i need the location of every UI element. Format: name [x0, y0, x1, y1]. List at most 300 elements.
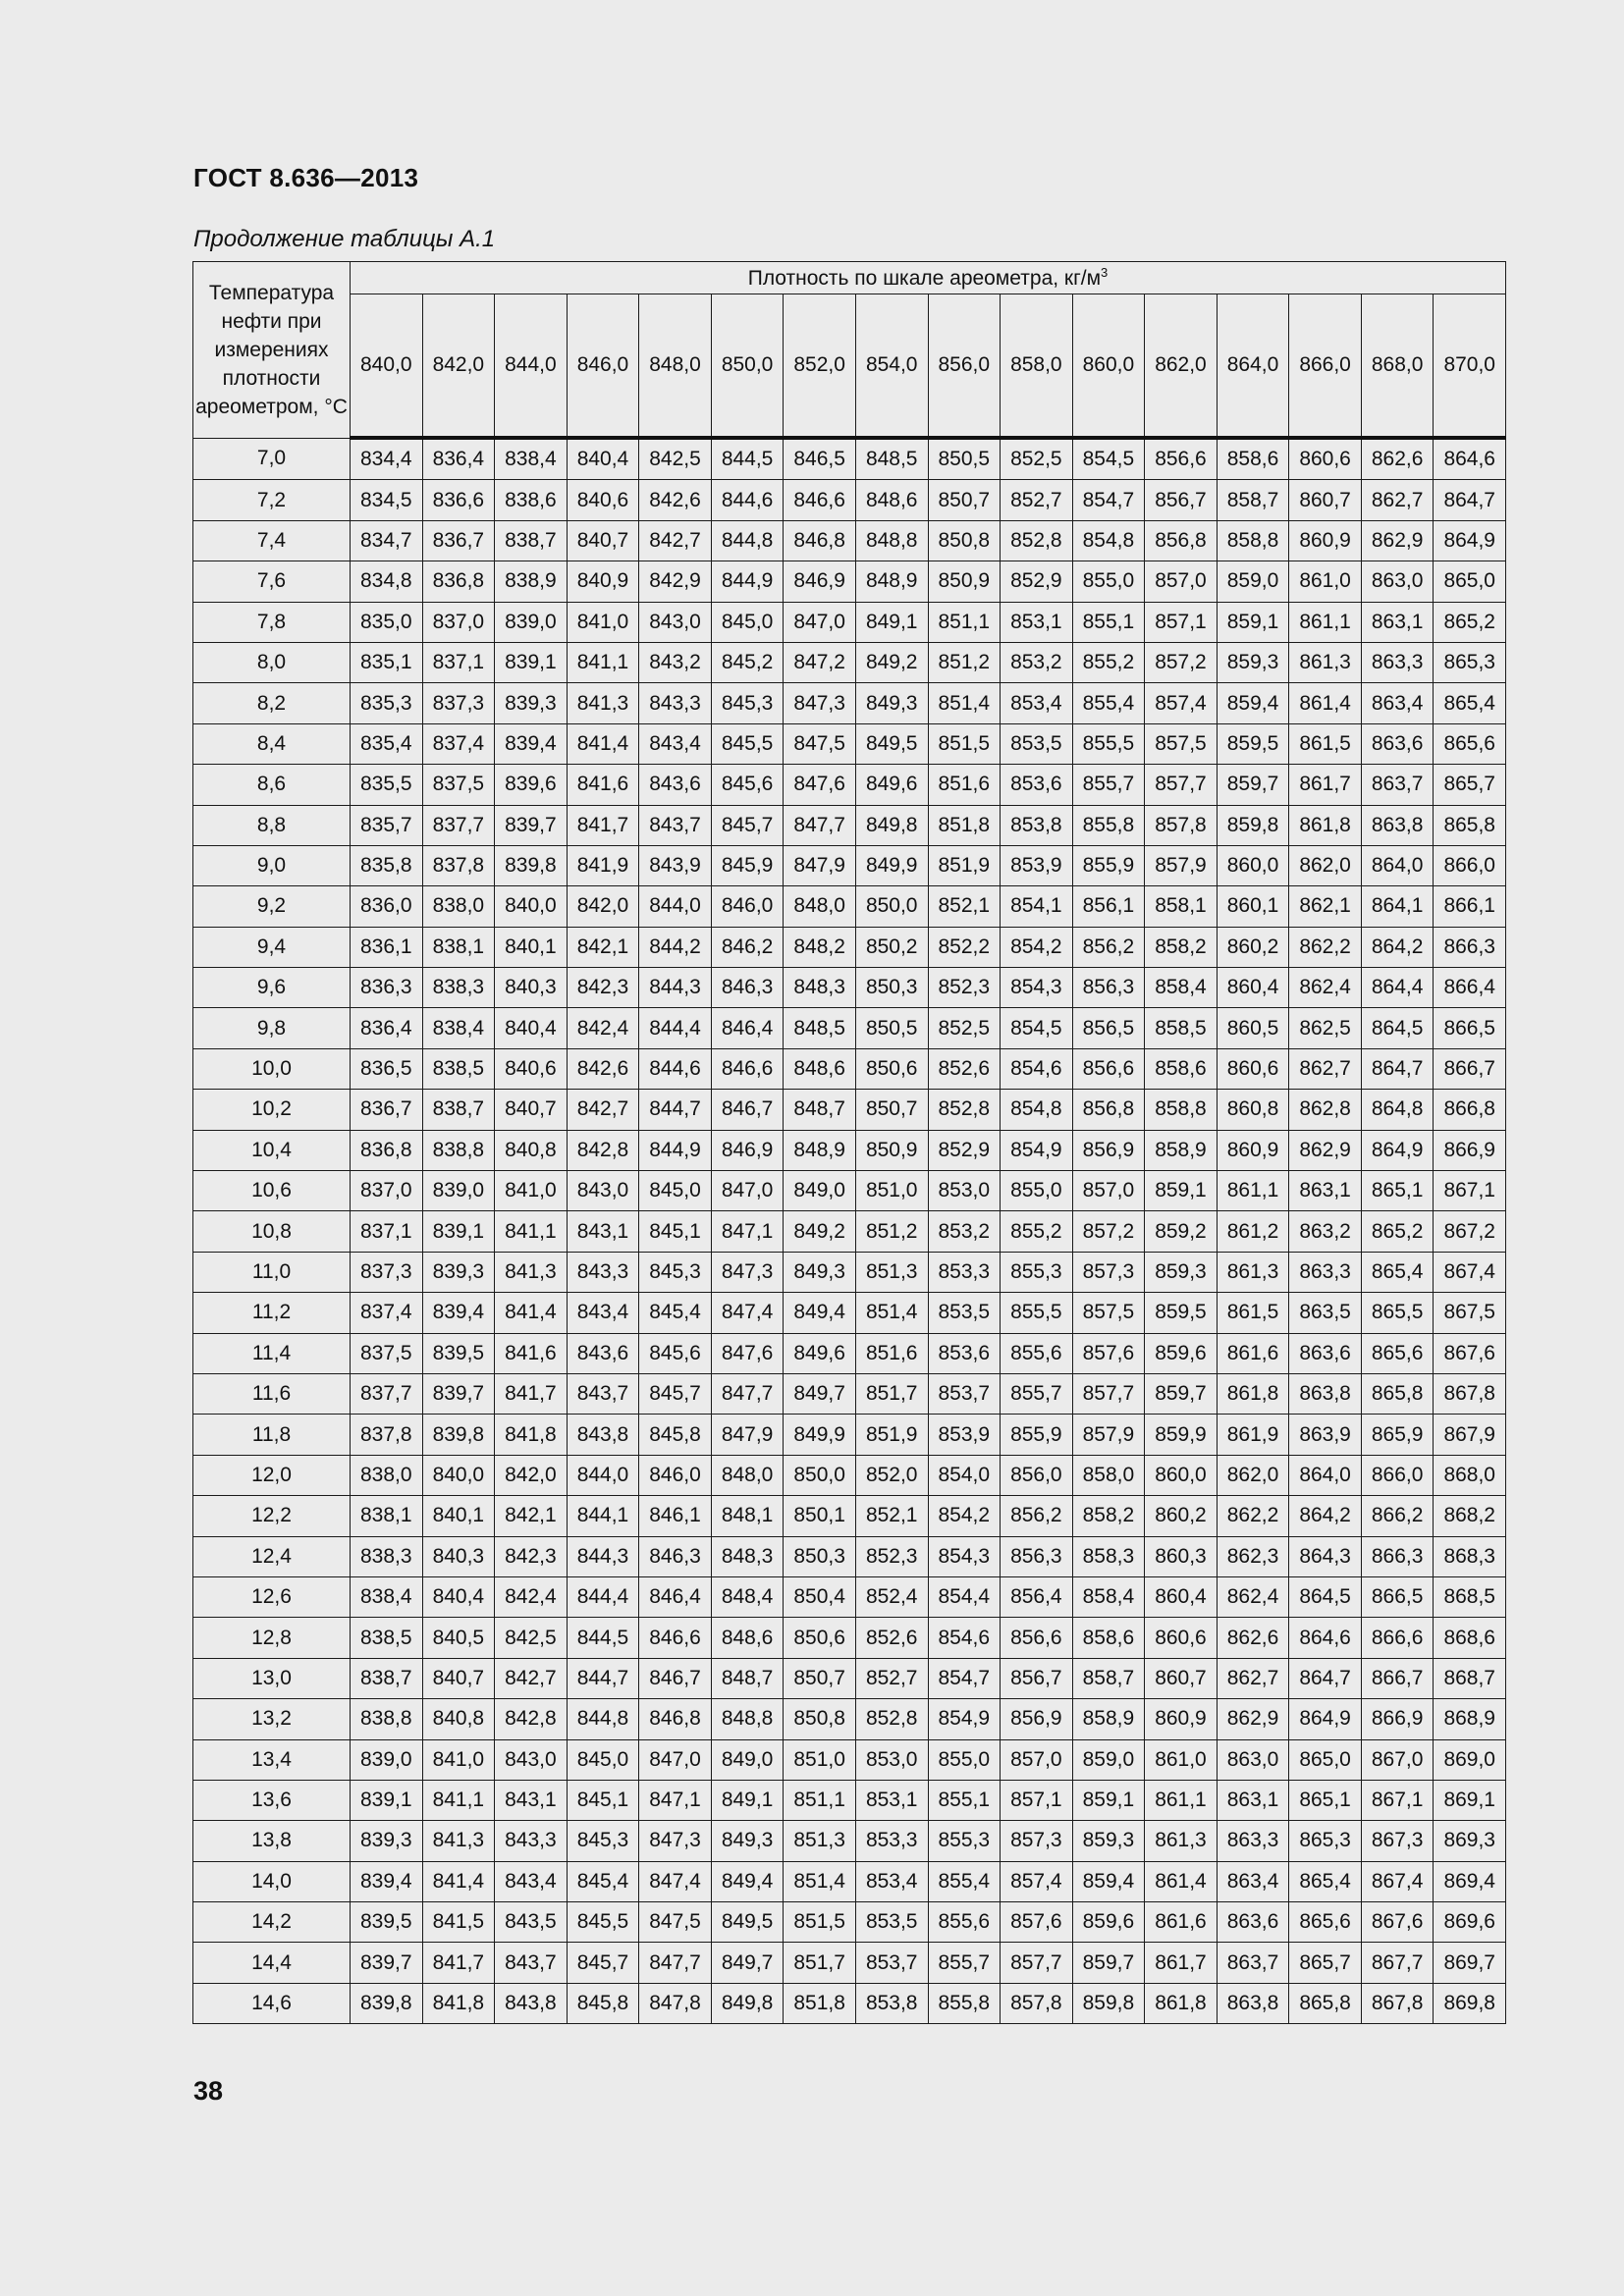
density-cell: 862,2 [1217, 1496, 1289, 1536]
density-cell: 867,4 [1361, 1861, 1434, 1901]
density-cell: 843,5 [495, 1902, 568, 1943]
density-cell: 837,4 [351, 1293, 423, 1333]
density-cell: 853,9 [1001, 845, 1073, 885]
density-cell: 847,3 [784, 683, 856, 723]
density-cell: 848,3 [784, 968, 856, 1008]
density-cell: 849,9 [784, 1415, 856, 1455]
density-cell: 860,7 [1289, 480, 1362, 520]
density-cell: 867,1 [1361, 1780, 1434, 1820]
density-cell: 841,3 [422, 1821, 495, 1861]
density-cell: 839,1 [495, 642, 568, 682]
density-cell: 861,1 [1289, 602, 1362, 642]
density-cell: 842,9 [639, 561, 712, 602]
density-cell: 848,2 [784, 927, 856, 967]
density-cell: 851,3 [784, 1821, 856, 1861]
density-cell: 840,4 [567, 438, 639, 480]
density-cell: 838,8 [422, 1130, 495, 1170]
density-cell: 844,0 [567, 1455, 639, 1495]
density-cell: 840,6 [567, 480, 639, 520]
density-cell: 842,3 [567, 968, 639, 1008]
table-row [193, 1536, 1506, 1576]
density-cell: 859,3 [1072, 1821, 1145, 1861]
density-cell: 842,8 [495, 1699, 568, 1739]
density-cell: 858,4 [1072, 1576, 1145, 1617]
density-cell: 835,0 [351, 602, 423, 642]
density-cell: 835,8 [351, 845, 423, 885]
density-cell: 858,8 [1217, 520, 1289, 561]
density-column-header: 858,0 [1001, 294, 1073, 439]
density-cell: 843,4 [639, 723, 712, 764]
density-cell: 839,1 [422, 1211, 495, 1252]
density-cell: 859,2 [1145, 1211, 1218, 1252]
density-cell: 843,7 [567, 1373, 639, 1414]
table-row [193, 1373, 1506, 1414]
density-cell: 848,6 [711, 1618, 784, 1658]
density-cell: 840,3 [495, 968, 568, 1008]
density-cell: 857,7 [1145, 765, 1218, 805]
density-cell: 844,7 [639, 1090, 712, 1130]
density-cell: 834,7 [351, 520, 423, 561]
density-cell: 859,3 [1217, 642, 1289, 682]
density-cell: 840,4 [422, 1576, 495, 1617]
density-cell: 846,4 [711, 1008, 784, 1048]
density-cell: 861,0 [1289, 561, 1362, 602]
density-cell: 853,0 [928, 1171, 1001, 1211]
temperature-cell: 12,0 [193, 1455, 351, 1495]
density-cell: 847,3 [639, 1821, 712, 1861]
density-cell: 857,1 [1145, 602, 1218, 642]
density-cell: 856,2 [1072, 927, 1145, 967]
density-cell: 843,3 [495, 1821, 568, 1861]
density-cell: 855,6 [1001, 1333, 1073, 1373]
density-cell: 837,1 [351, 1211, 423, 1252]
density-cell: 855,9 [1001, 1415, 1073, 1455]
density-cell: 856,7 [1145, 480, 1218, 520]
density-cell: 839,0 [351, 1739, 423, 1780]
density-cell: 855,7 [928, 1943, 1001, 1983]
density-cell: 849,3 [855, 683, 928, 723]
density-cell: 856,3 [1001, 1536, 1073, 1576]
density-cell: 851,7 [855, 1373, 928, 1414]
density-cell: 861,4 [1145, 1861, 1218, 1901]
density-cell: 835,5 [351, 765, 423, 805]
density-cell: 859,7 [1072, 1943, 1145, 1983]
density-cell: 857,2 [1072, 1211, 1145, 1252]
density-cell: 851,0 [784, 1739, 856, 1780]
table-row [193, 1943, 1506, 1983]
density-cell: 839,7 [351, 1943, 423, 1983]
density-cell: 856,4 [1001, 1576, 1073, 1617]
density-cell: 859,3 [1145, 1252, 1218, 1292]
density-cell: 851,2 [928, 642, 1001, 682]
density-cell: 854,1 [1001, 886, 1073, 927]
density-cell: 843,0 [495, 1739, 568, 1780]
density-cell: 857,3 [1072, 1252, 1145, 1292]
density-cell: 842,5 [639, 438, 712, 480]
density-cell: 852,9 [928, 1130, 1001, 1170]
density-cell: 859,0 [1072, 1739, 1145, 1780]
density-cell: 838,9 [495, 561, 568, 602]
density-cell: 863,9 [1289, 1415, 1362, 1455]
density-cell: 848,1 [711, 1496, 784, 1536]
temperature-cell: 7,4 [193, 520, 351, 561]
density-cell: 854,3 [928, 1536, 1001, 1576]
density-column-header: 868,0 [1361, 294, 1434, 439]
density-cell: 841,6 [567, 765, 639, 805]
density-cell: 853,4 [855, 1861, 928, 1901]
density-cell: 853,1 [1001, 602, 1073, 642]
density-cell: 841,9 [567, 845, 639, 885]
density-cell: 866,1 [1434, 886, 1506, 927]
density-cell: 850,5 [855, 1008, 928, 1048]
density-cell: 849,5 [855, 723, 928, 764]
temperature-cell: 8,4 [193, 723, 351, 764]
density-cell: 862,4 [1217, 1576, 1289, 1617]
density-cell: 853,4 [1001, 683, 1073, 723]
density-cell: 850,6 [784, 1618, 856, 1658]
density-cell: 841,8 [495, 1415, 568, 1455]
density-cell: 844,8 [567, 1699, 639, 1739]
table-row [193, 723, 1506, 764]
density-cell: 867,7 [1361, 1943, 1434, 1983]
density-cell: 865,8 [1289, 1983, 1362, 2023]
density-cell: 841,4 [422, 1861, 495, 1901]
table-row [193, 1496, 1506, 1536]
density-cell: 864,0 [1361, 845, 1434, 885]
table-row [193, 520, 1506, 561]
table-row [193, 1252, 1506, 1292]
density-cell: 855,9 [1072, 845, 1145, 885]
density-cell: 840,8 [495, 1130, 568, 1170]
density-cell: 848,6 [855, 480, 928, 520]
density-cell: 834,5 [351, 480, 423, 520]
density-cell: 844,6 [711, 480, 784, 520]
table-row [193, 1008, 1506, 1048]
density-cell: 855,3 [1001, 1252, 1073, 1292]
density-cell: 838,1 [351, 1496, 423, 1536]
density-cell: 863,6 [1217, 1902, 1289, 1943]
density-column-header: 846,0 [567, 294, 639, 439]
density-cell: 837,4 [422, 723, 495, 764]
density-cell: 863,2 [1289, 1211, 1362, 1252]
temperature-cell: 9,8 [193, 1008, 351, 1048]
density-cell: 867,2 [1434, 1211, 1506, 1252]
density-cell: 844,5 [567, 1618, 639, 1658]
density-cell: 845,3 [639, 1252, 712, 1292]
density-cell: 848,3 [711, 1536, 784, 1576]
density-cell: 852,8 [855, 1699, 928, 1739]
density-cell: 859,0 [1217, 561, 1289, 602]
density-cell: 864,6 [1289, 1618, 1362, 1658]
density-cell: 837,3 [422, 683, 495, 723]
density-cell: 850,7 [928, 480, 1001, 520]
density-cell: 841,0 [422, 1739, 495, 1780]
density-cell: 847,4 [639, 1861, 712, 1901]
temperature-cell: 13,4 [193, 1739, 351, 1780]
density-cell: 863,8 [1289, 1373, 1362, 1414]
density-cell: 864,2 [1361, 927, 1434, 967]
density-cell: 847,6 [711, 1333, 784, 1373]
density-column-header: 864,0 [1217, 294, 1289, 439]
density-cell: 843,2 [639, 642, 712, 682]
density-cell: 841,3 [495, 1252, 568, 1292]
density-cell: 869,7 [1434, 1943, 1506, 1983]
density-cell: 854,6 [928, 1618, 1001, 1658]
density-cell: 859,7 [1145, 1373, 1218, 1414]
density-cell: 846,2 [711, 927, 784, 967]
density-cell: 842,7 [495, 1658, 568, 1698]
density-cell: 852,7 [1001, 480, 1073, 520]
density-cell: 850,1 [784, 1496, 856, 1536]
density-cell: 855,4 [1072, 683, 1145, 723]
density-cell: 869,1 [1434, 1780, 1506, 1820]
density-cell: 848,0 [711, 1455, 784, 1495]
density-cell: 857,7 [1072, 1373, 1145, 1414]
density-cell: 849,4 [784, 1293, 856, 1333]
density-cell: 851,9 [855, 1415, 928, 1455]
density-cell: 846,6 [639, 1618, 712, 1658]
density-cell: 849,7 [711, 1943, 784, 1983]
density-cell: 846,3 [639, 1536, 712, 1576]
temperature-cell: 11,0 [193, 1252, 351, 1292]
density-cell: 859,7 [1217, 765, 1289, 805]
density-cell: 865,1 [1361, 1171, 1434, 1211]
density-cell: 859,1 [1145, 1171, 1218, 1211]
density-cell: 865,0 [1289, 1739, 1362, 1780]
density-cell: 839,4 [351, 1861, 423, 1901]
density-cell: 854,0 [928, 1455, 1001, 1495]
density-cell: 869,6 [1434, 1902, 1506, 1943]
density-cell: 848,7 [784, 1090, 856, 1130]
density-cell: 857,9 [1145, 845, 1218, 885]
density-cell: 845,5 [711, 723, 784, 764]
density-cell: 841,4 [495, 1293, 568, 1333]
density-group-header [351, 262, 1506, 294]
density-cell: 842,6 [639, 480, 712, 520]
temperature-cell: 9,6 [193, 968, 351, 1008]
density-cell: 843,6 [567, 1333, 639, 1373]
density-cell: 845,0 [711, 602, 784, 642]
density-cell: 859,6 [1072, 1902, 1145, 1943]
density-cell: 863,0 [1361, 561, 1434, 602]
density-cell: 858,9 [1072, 1699, 1145, 1739]
density-cell: 851,2 [855, 1211, 928, 1252]
density-cell: 856,7 [1001, 1658, 1073, 1698]
density-cell: 865,9 [1361, 1415, 1434, 1455]
density-cell: 865,8 [1361, 1373, 1434, 1414]
density-cell: 868,5 [1434, 1576, 1506, 1617]
density-cell: 860,1 [1217, 886, 1289, 927]
density-cell: 838,0 [422, 886, 495, 927]
density-cell: 848,8 [855, 520, 928, 561]
density-cell: 863,7 [1361, 765, 1434, 805]
density-cell: 862,5 [1289, 1008, 1362, 1048]
density-cell: 855,8 [928, 1983, 1001, 2023]
density-cell: 852,5 [928, 1008, 1001, 1048]
density-column-header: 842,0 [422, 294, 495, 439]
temperature-cell: 14,4 [193, 1943, 351, 1983]
density-cell: 853,8 [855, 1983, 928, 2023]
density-cell: 856,6 [1145, 438, 1218, 480]
density-cell: 855,8 [1072, 805, 1145, 845]
density-cell: 864,3 [1289, 1536, 1362, 1576]
table-row [193, 845, 1506, 885]
density-cell: 844,4 [639, 1008, 712, 1048]
table-row [193, 1739, 1506, 1780]
density-cell: 841,7 [567, 805, 639, 845]
density-cell: 846,4 [639, 1576, 712, 1617]
density-cell: 842,3 [495, 1536, 568, 1576]
density-cell: 855,5 [1001, 1293, 1073, 1333]
density-cell: 860,6 [1217, 1048, 1289, 1089]
density-cell: 845,6 [639, 1333, 712, 1373]
density-cell: 857,7 [1001, 1943, 1073, 1983]
table-row [193, 927, 1506, 967]
temperature-cell: 10,4 [193, 1130, 351, 1170]
density-cell: 854,6 [1001, 1048, 1073, 1089]
density-column-header: 856,0 [928, 294, 1001, 439]
density-cell: 853,7 [855, 1943, 928, 1983]
density-cell: 852,3 [928, 968, 1001, 1008]
table-row [193, 1130, 1506, 1170]
density-cell: 865,2 [1361, 1211, 1434, 1252]
density-cell: 853,1 [855, 1780, 928, 1820]
temperature-cell: 13,0 [193, 1658, 351, 1698]
density-cell: 863,8 [1217, 1983, 1289, 2023]
density-cell: 853,5 [928, 1293, 1001, 1333]
temperature-cell: 13,8 [193, 1821, 351, 1861]
density-cell: 850,4 [784, 1576, 856, 1617]
density-cell: 846,5 [784, 438, 856, 480]
density-cell: 851,8 [784, 1983, 856, 2023]
temperature-cell: 14,2 [193, 1902, 351, 1943]
density-cell: 847,0 [784, 602, 856, 642]
density-cell: 850,9 [855, 1130, 928, 1170]
density-cell: 843,3 [639, 683, 712, 723]
density-table [192, 261, 1506, 2024]
density-cell: 839,6 [495, 765, 568, 805]
density-cell: 860,2 [1145, 1496, 1218, 1536]
density-cell: 836,7 [422, 520, 495, 561]
density-cell: 838,6 [495, 480, 568, 520]
density-cell: 844,9 [711, 561, 784, 602]
density-cell: 861,3 [1145, 1821, 1218, 1861]
density-cell: 835,1 [351, 642, 423, 682]
temperature-cell: 11,4 [193, 1333, 351, 1373]
density-cell: 841,0 [567, 602, 639, 642]
density-cell: 845,9 [711, 845, 784, 885]
density-cell: 840,7 [567, 520, 639, 561]
density-cell: 845,0 [639, 1171, 712, 1211]
density-cell: 858,1 [1145, 886, 1218, 927]
density-cell: 847,1 [711, 1211, 784, 1252]
density-cell: 835,4 [351, 723, 423, 764]
density-cell: 846,9 [784, 561, 856, 602]
temperature-cell: 7,8 [193, 602, 351, 642]
density-cell: 859,4 [1072, 1861, 1145, 1901]
density-cell: 854,9 [928, 1699, 1001, 1739]
density-cell: 858,2 [1072, 1496, 1145, 1536]
density-cell: 855,2 [1072, 642, 1145, 682]
density-cell: 845,7 [639, 1373, 712, 1414]
density-cell: 860,4 [1145, 1576, 1218, 1617]
density-cell: 861,7 [1145, 1943, 1218, 1983]
density-cell: 865,5 [1361, 1293, 1434, 1333]
density-cell: 857,6 [1072, 1333, 1145, 1373]
density-cell: 854,5 [1001, 1008, 1073, 1048]
density-cell: 840,4 [495, 1008, 568, 1048]
density-cell: 850,9 [928, 561, 1001, 602]
density-cell: 856,0 [1001, 1455, 1073, 1495]
density-cell: 838,7 [422, 1090, 495, 1130]
density-cell: 850,7 [784, 1658, 856, 1698]
density-cell: 864,1 [1361, 886, 1434, 927]
density-cell: 839,8 [351, 1983, 423, 2023]
density-cell: 845,3 [567, 1821, 639, 1861]
density-cell: 835,3 [351, 683, 423, 723]
density-cell: 847,4 [711, 1293, 784, 1333]
density-cell: 869,3 [1434, 1821, 1506, 1861]
density-column-header: 848,0 [639, 294, 712, 439]
density-cell: 842,1 [567, 927, 639, 967]
density-cell: 866,5 [1361, 1576, 1434, 1617]
density-cell: 842,0 [495, 1455, 568, 1495]
table-row [193, 683, 1506, 723]
density-cell: 853,6 [928, 1333, 1001, 1373]
density-cell: 837,7 [422, 805, 495, 845]
density-column-header: 840,0 [351, 294, 423, 439]
density-cell: 854,4 [928, 1576, 1001, 1617]
density-cell: 855,1 [1072, 602, 1145, 642]
density-cell: 840,7 [495, 1090, 568, 1130]
density-cell: 858,4 [1145, 968, 1218, 1008]
density-cell: 849,2 [855, 642, 928, 682]
density-cell: 836,4 [351, 1008, 423, 1048]
density-cell: 852,6 [928, 1048, 1001, 1089]
density-cell: 867,9 [1434, 1415, 1506, 1455]
density-cell: 852,3 [855, 1536, 928, 1576]
density-cell: 842,1 [495, 1496, 568, 1536]
density-cell: 843,4 [567, 1293, 639, 1333]
density-cell: 860,2 [1217, 927, 1289, 967]
density-column-header: 862,0 [1145, 294, 1218, 439]
density-cell: 846,1 [639, 1496, 712, 1536]
density-cell: 868,3 [1434, 1536, 1506, 1576]
density-cell: 850,7 [855, 1090, 928, 1130]
density-cell: 850,3 [784, 1536, 856, 1576]
temperature-cell: 8,0 [193, 642, 351, 682]
document-title: ГОСТ 8.636—2013 [193, 163, 419, 192]
table-row [193, 1861, 1506, 1901]
temperature-cell: 9,2 [193, 886, 351, 927]
density-cell: 842,4 [495, 1576, 568, 1617]
density-cell: 842,4 [567, 1008, 639, 1048]
density-cell: 869,0 [1434, 1739, 1506, 1780]
density-cell: 861,7 [1289, 765, 1362, 805]
density-cell: 855,4 [928, 1861, 1001, 1901]
density-cell: 867,4 [1434, 1252, 1506, 1292]
density-cell: 840,8 [422, 1699, 495, 1739]
density-cell: 839,7 [495, 805, 568, 845]
density-cell: 840,5 [422, 1618, 495, 1658]
temperature-cell: 14,6 [193, 1983, 351, 2023]
density-cell: 855,2 [1001, 1211, 1073, 1252]
density-cell: 850,0 [855, 886, 928, 927]
density-cell: 866,6 [1361, 1618, 1434, 1658]
density-cell: 851,4 [784, 1861, 856, 1901]
density-cell: 861,2 [1217, 1211, 1289, 1252]
density-cell: 863,6 [1289, 1333, 1362, 1373]
